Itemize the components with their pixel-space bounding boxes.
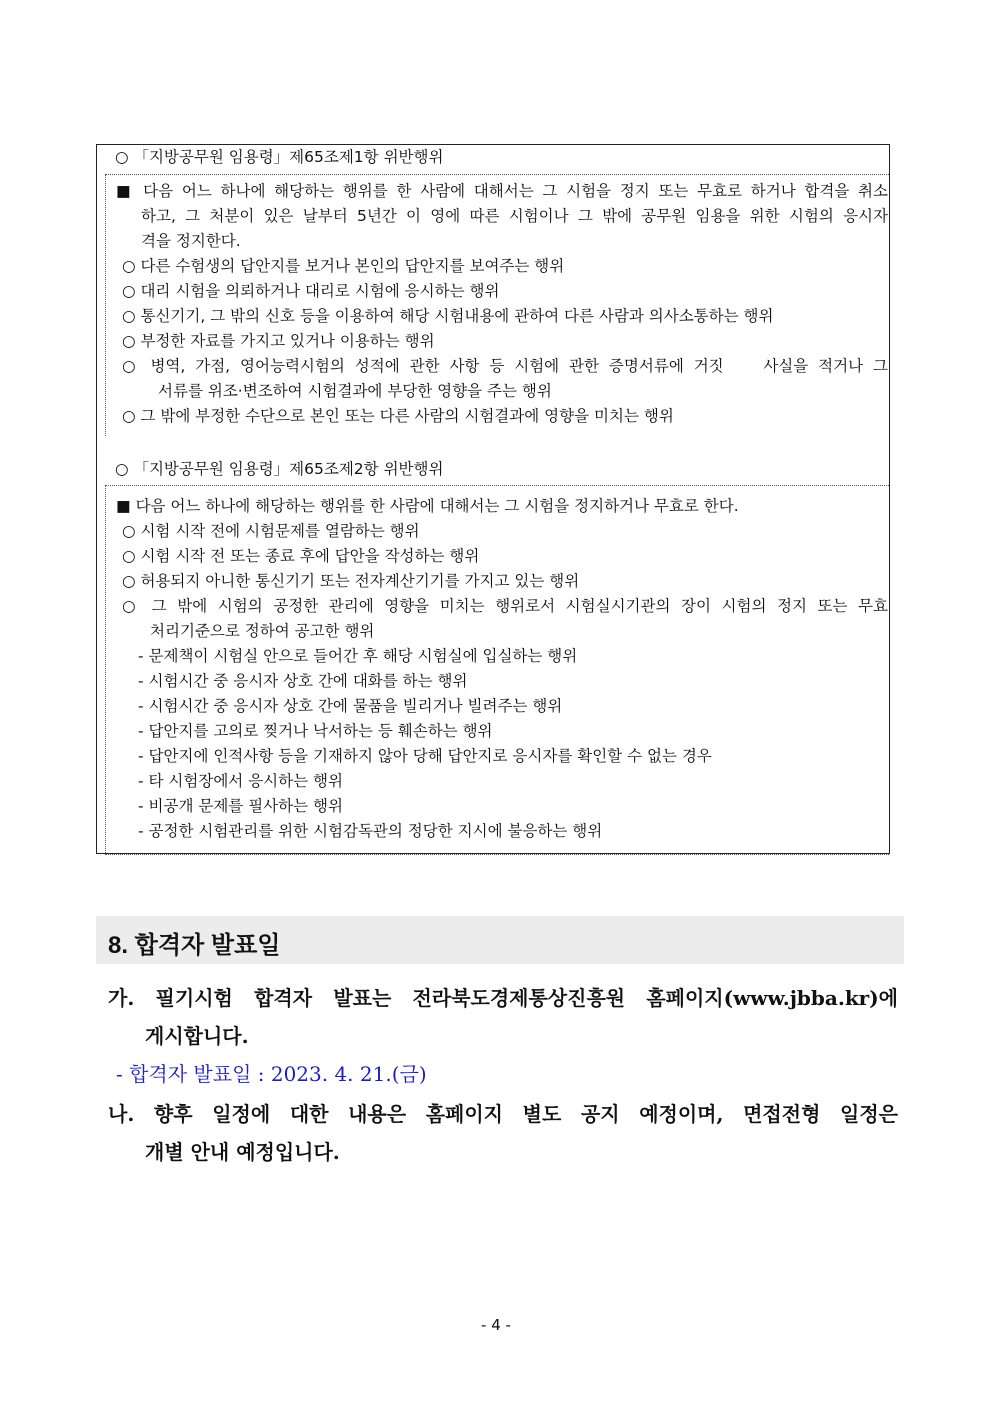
list-item: 서류를 위조·변조하여 시험결과에 부당한 영향을 주는 행위 (158, 382, 552, 400)
list-item: ○ 부정한 자료를 가지고 있거나 이용하는 행위 (122, 332, 435, 350)
paragraph-na-cont: 개별 안내 예정입니다. (145, 1140, 340, 1164)
paragraph-ga-cont: 게시합니다. (145, 1024, 249, 1048)
section-heading-text: 8. 합격자 발표일 (108, 932, 281, 959)
list-item: ○ 시험 시작 전 또는 종료 후에 답안을 작성하는 행위 (122, 547, 480, 565)
violations-table (96, 144, 890, 854)
sub-item: - 타 시험장에서 응시하는 행위 (138, 772, 343, 790)
page-number: - 4 - (481, 1316, 511, 1334)
sub-item: - 시험시간 중 응시자 상호 간에 대화를 하는 행위 (138, 672, 468, 690)
section1-content (105, 174, 889, 436)
sub-item: - 비공개 문제를 필사하는 행위 (138, 797, 343, 815)
sub-item: - 답안지에 인적사항 등을 기재하지 않아 당해 답안지로 응시자를 확인할 수 없는 경우 (138, 747, 712, 765)
list-item: ○ 시험 시작 전에 시험문제를 열람하는 행위 (122, 522, 420, 540)
section2-content (105, 485, 889, 855)
section2-title: ○ 「지방공무원 임용령」제65조제2항 위반행위 (115, 460, 444, 478)
sub-item: - 문제책이 시험실 안으로 들어간 후 해당 시험실에 입실하는 행위 (138, 647, 578, 665)
section1-title: ○ 「지방공무원 임용령」제65조제1항 위반행위 (115, 148, 444, 166)
section-heading (96, 916, 904, 964)
list-item: ○ 대리 시험을 의뢰하거나 대리로 시험에 응시하는 행위 (122, 282, 500, 300)
section2-intro: ■ 다음 어느 하나에 해당하는 행위를 한 사람에 대해서는 그 시험을 정지하거나 무효로 한다. (116, 497, 739, 515)
paragraph-ga: 가. 필기시험 합격자 발표는 전라북도경제통상진흥원 홈페이지(www.jbba.kr)에 (108, 986, 898, 1010)
list-item: ○ 그 밖에 시험의 공정한 관리에 영향을 미치는 행위로서 시험실시기관의 장이 시험의 정지 또는 무효 (122, 597, 888, 615)
list-item: ○ 병역, 가점, 영어능력시험의 성적에 관한 사항 등 시험에 관한 증명서류에 거짓 사실을 적거나 그 (122, 357, 888, 375)
sub-item: - 공정한 시험관리를 위한 시험감독관의 정당한 지시에 불응하는 행위 (138, 822, 603, 840)
list-item: 처리기준으로 정하여 공고한 행위 (150, 622, 375, 640)
section1-intro: ■ 다음 어느 하나에 해당하는 행위를 한 사람에 대해서는 그 시험을 정지 또는 무효로 하거나 합격을 취소 (116, 182, 888, 200)
section1-intro: 하고, 그 처분이 있은 날부터 5년간 이 영에 따른 시험이나 그 밖에 공무원 임용을 위한 시험의 응시자 (141, 207, 888, 225)
section1-intro: 격을 정지한다. (141, 232, 241, 250)
announcement-date: - 합격자 발표일 : 2023. 4. 21.(금) (116, 1062, 427, 1086)
list-item: ○ 허용되지 아니한 통신기기 또는 전자계산기기를 가지고 있는 행위 (122, 572, 580, 590)
list-item: ○ 다른 수험생의 답안지를 보거나 본인의 답안지를 보여주는 행위 (122, 257, 565, 275)
paragraph-na: 나. 향후 일정에 대한 내용은 홈페이지 별도 공지 예정이며, 면접전형 일정은 (108, 1102, 898, 1126)
list-item: ○ 통신기기, 그 밖의 신호 등을 이용하여 해당 시험내용에 관하여 다른 사람과 의사소통하는 행위 (122, 307, 774, 325)
sub-item: - 답안지를 고의로 찢거나 낙서하는 등 훼손하는 행위 (138, 722, 493, 740)
list-item: ○ 그 밖에 부정한 수단으로 본인 또는 다른 사람의 시험결과에 영향을 미치는 행위 (122, 407, 674, 425)
sub-item: - 시험시간 중 응시자 상호 간에 물품을 빌리거나 빌려주는 행위 (138, 697, 563, 715)
